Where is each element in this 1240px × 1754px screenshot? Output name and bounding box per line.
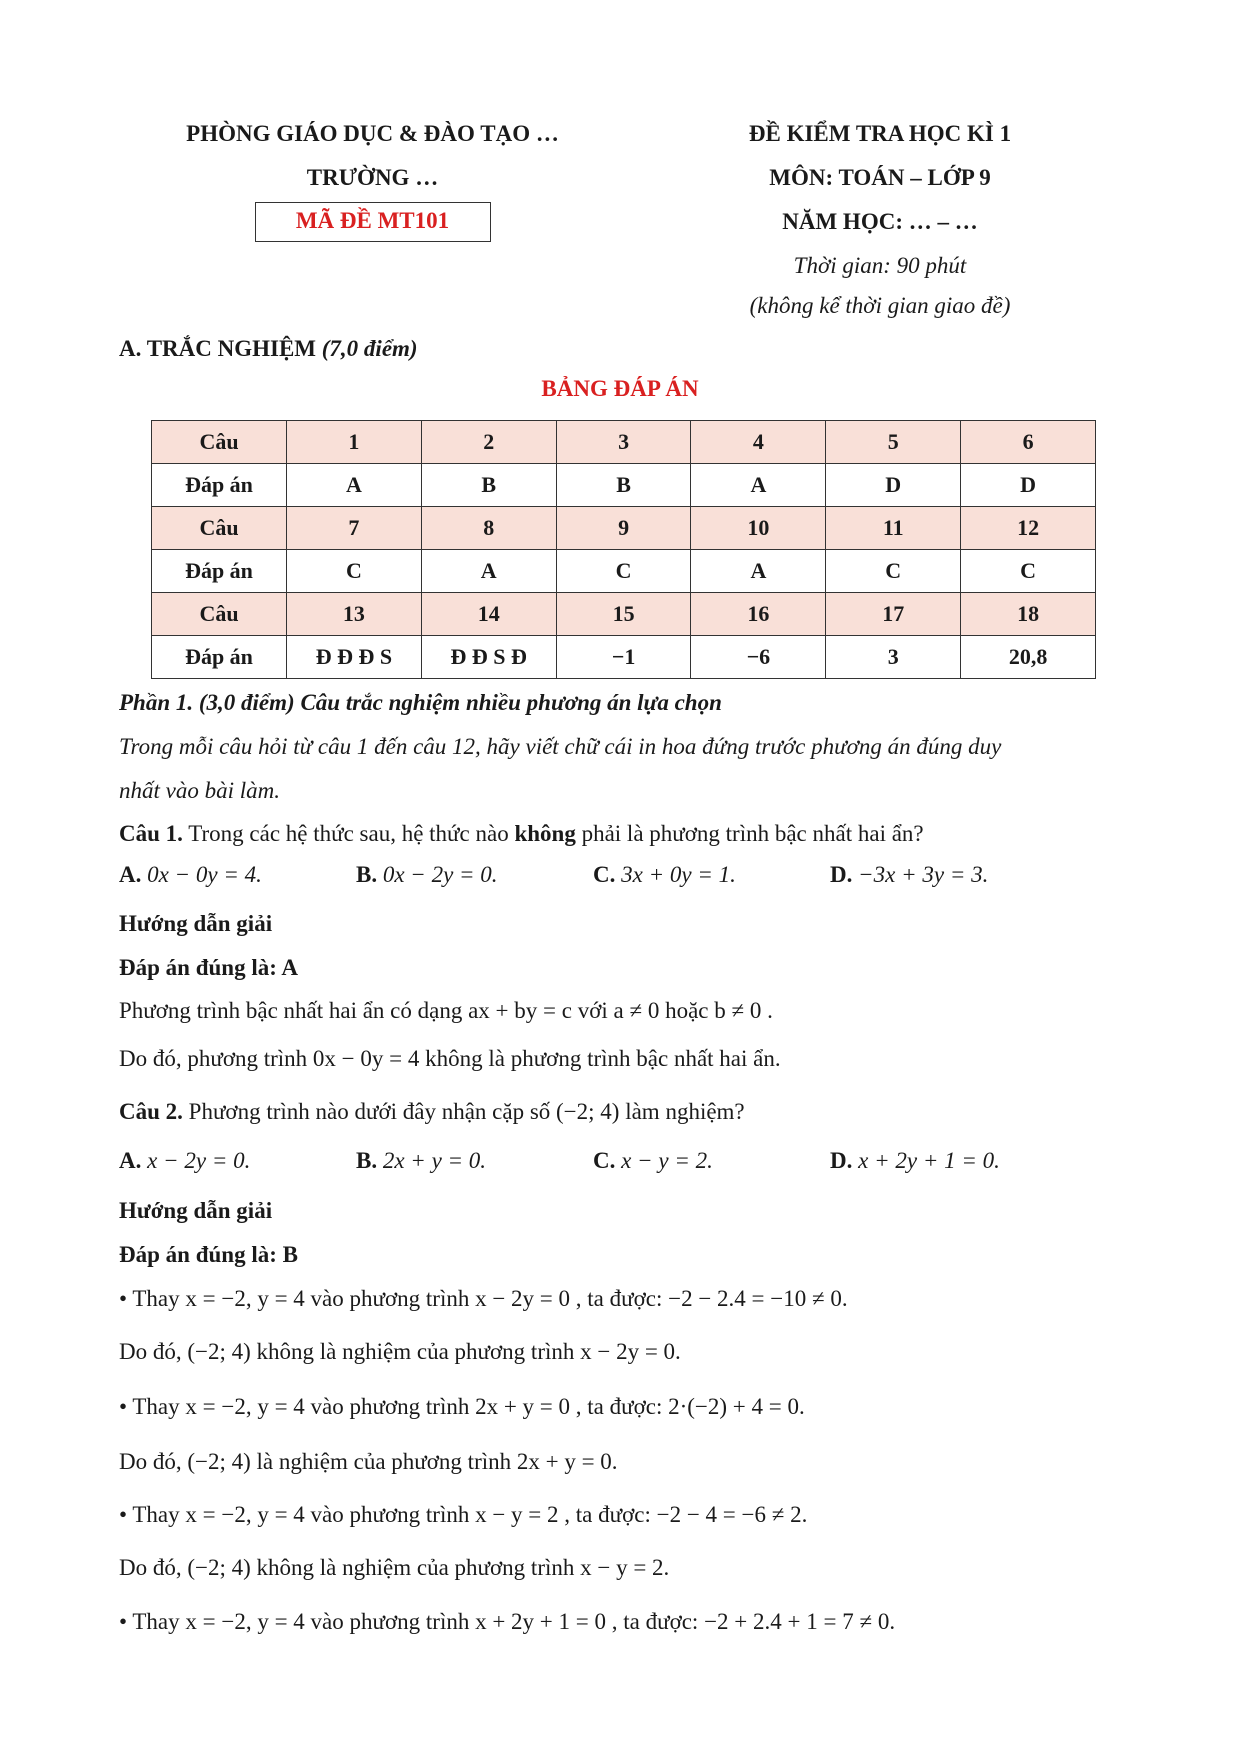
answer-cell: Đ Đ Đ S [287, 636, 422, 679]
q2-option-a: A. x − 2y = 0. [119, 1148, 251, 1173]
question-number-cell: 18 [961, 593, 1096, 636]
question-number-cell: 17 [826, 593, 961, 636]
question-number-cell: 11 [826, 507, 961, 550]
question-1-text-post: phải là phương trình bậc nhất hai ẩn? [581, 821, 924, 846]
exam-duration: Thời gian: 90 phút [793, 253, 967, 278]
question-number-cell: 2 [421, 421, 556, 464]
answer-table-answer-row [152, 464, 1096, 507]
row-label: Đáp án [152, 636, 287, 679]
answer-cell: 20,8 [961, 636, 1096, 679]
answer-cell: D [961, 464, 1096, 507]
q1-solution-line1: Phương trình bậc nhất hai ẩn có dạng ax + by = c với a ≠ 0 hoặc b ≠ 0 . [119, 998, 773, 1023]
question-number-cell: 10 [691, 507, 826, 550]
exam-title: ĐỀ KIỂM TRA HỌC KÌ 1 [748, 121, 1012, 146]
answer-table-answer-row [152, 550, 1096, 593]
q2-step-5: • Thay x = −2, y = 4 vào phương trình x − y = 2 , ta được: −2 − 4 = −6 ≠ 2. [119, 1502, 808, 1527]
answer-cell: D [826, 464, 961, 507]
q2-guide-heading: Hướng dẫn giải [119, 1198, 273, 1223]
answer-table-answer-row [152, 636, 1096, 679]
question-2-label: Câu 2. [119, 1099, 183, 1124]
q1-option-a: A. 0x − 0y = 4. [119, 862, 262, 887]
question-number-cell: 9 [556, 507, 691, 550]
question-1-emphasis: không [514, 821, 576, 846]
question-number-cell: 5 [826, 421, 961, 464]
answer-cell: C [287, 550, 422, 593]
question-number-cell: 7 [287, 507, 422, 550]
section-a-points: (7,0 điểm) [321, 336, 418, 361]
answer-cell: A [287, 464, 422, 507]
answer-cell: B [421, 464, 556, 507]
question-number-cell: 1 [287, 421, 422, 464]
section-a-label: A. TRẮC NGHIỆM [119, 336, 317, 361]
q1-option-b: B. 0x − 2y = 0. [356, 862, 498, 887]
answer-cell: −6 [691, 636, 826, 679]
question-number-cell: 4 [691, 421, 826, 464]
q2-option-d: D. x + 2y + 1 = 0. [830, 1148, 1000, 1173]
part1-title: Phần 1. (3,0 điểm) Câu trắc nghiệm nhiều phương án lựa chọn [119, 690, 722, 715]
row-label: Câu [152, 593, 287, 636]
answer-table-title: BẢNG ĐÁP ÁN [541, 376, 699, 401]
q2-step-7: • Thay x = −2, y = 4 vào phương trình x + 2y + 1 = 0 , ta được: −2 + 2.4 + 1 = 7 ≠ 0. [119, 1609, 896, 1634]
answer-table-question-row [152, 593, 1096, 636]
q1-option-c: C. 3x + 0y = 1. [593, 862, 736, 887]
answer-cell: A [421, 550, 556, 593]
school-year: NĂM HỌC: … – … [782, 209, 978, 234]
question-number-cell: 12 [961, 507, 1096, 550]
question-2-text: Phương trình nào dưới đây nhận cặp số (−2; 4) làm nghiệm? [188, 1099, 745, 1124]
q1-solution-line2: Do đó, phương trình 0x − 0y = 4 không là phương trình bậc nhất hai ẩn. [119, 1046, 781, 1071]
q1-option-d: D. −3x + 3y = 3. [830, 862, 989, 887]
q2-option-c: C. x − y = 2. [593, 1148, 713, 1173]
question-number-cell: 16 [691, 593, 826, 636]
header-right [700, 112, 1060, 324]
question-number-cell: 13 [287, 593, 422, 636]
question-1-text-pre: Trong các hệ thức sau, hệ thức nào [188, 821, 509, 846]
answer-table-question-row [152, 421, 1096, 464]
q2-step-3: • Thay x = −2, y = 4 vào phương trình 2x + y = 0 , ta được: 2·(−2) + 4 = 0. [119, 1394, 805, 1419]
part1-instruction-line2: nhất vào bài làm. [119, 778, 280, 803]
q2-step-6: Do đó, (−2; 4) không là nghiệm của phương trình x − y = 2. [119, 1555, 670, 1580]
answer-cell: −1 [556, 636, 691, 679]
row-label: Câu [152, 421, 287, 464]
duration-note: (không kể thời gian giao đề) [749, 293, 1011, 318]
school-name: TRƯỜNG … [306, 165, 439, 190]
question-number-cell: 6 [961, 421, 1096, 464]
q2-option-b: B. 2x + y = 0. [356, 1148, 487, 1173]
answer-cell: 3 [826, 636, 961, 679]
part1-instruction-line1: Trong mỗi câu hỏi từ câu 1 đến câu 12, hãy viết chữ cái in hoa đứng trước phương án đúng duy [119, 734, 1002, 759]
row-label: Câu [152, 507, 287, 550]
q1-correct-answer: Đáp án đúng là: A [119, 955, 298, 980]
exam-code-box: MÃ ĐỀ MT101 [255, 202, 491, 242]
row-label: Đáp án [152, 550, 287, 593]
answer-table [151, 420, 1096, 679]
q2-step-4: Do đó, (−2; 4) là nghiệm của phương trình 2x + y = 0. [119, 1449, 618, 1474]
department-name: PHÒNG GIÁO DỤC & ĐÀO TẠO … [186, 121, 559, 146]
answer-cell: C [961, 550, 1096, 593]
answer-cell: B [556, 464, 691, 507]
header-left [150, 112, 595, 242]
q2-step-2: Do đó, (−2; 4) không là nghiệm của phương trình x − 2y = 0. [119, 1339, 681, 1364]
question-2 [119, 1096, 745, 1128]
q2-step-1: • Thay x = −2, y = 4 vào phương trình x − 2y = 0 , ta được: −2 − 2.4 = −10 ≠ 0. [119, 1286, 848, 1311]
question-1 [119, 818, 924, 850]
answer-cell: C [556, 550, 691, 593]
section-a-heading [119, 333, 418, 365]
question-number-cell: 14 [421, 593, 556, 636]
question-number-cell: 15 [556, 593, 691, 636]
question-number-cell: 3 [556, 421, 691, 464]
question-1-label: Câu 1. [119, 821, 183, 846]
answer-cell: C [826, 550, 961, 593]
subject-line: MÔN: TOÁN – LỚP 9 [769, 165, 991, 190]
answer-cell: A [691, 550, 826, 593]
answer-table-question-row [152, 507, 1096, 550]
q2-correct-answer: Đáp án đúng là: B [119, 1242, 298, 1267]
answer-cell: Đ Đ S Đ [421, 636, 556, 679]
question-number-cell: 8 [421, 507, 556, 550]
q1-guide-heading: Hướng dẫn giải [119, 911, 273, 936]
answer-cell: A [691, 464, 826, 507]
row-label: Đáp án [152, 464, 287, 507]
